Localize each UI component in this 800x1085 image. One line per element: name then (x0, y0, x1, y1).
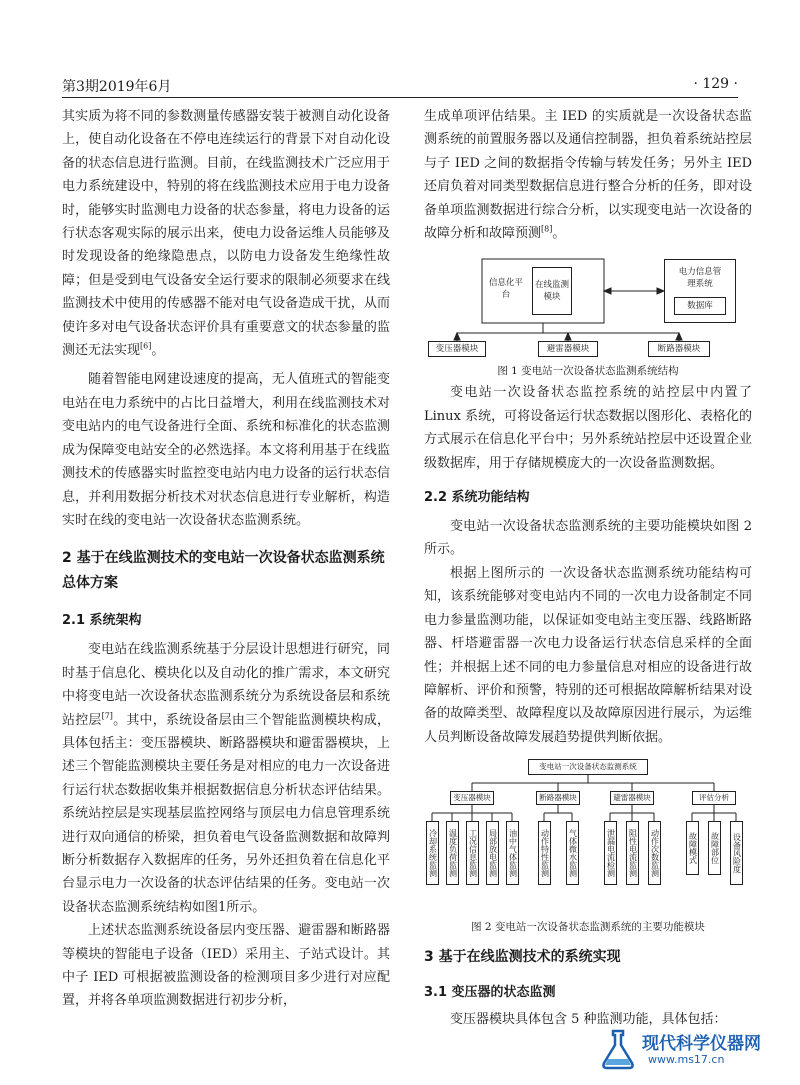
fig2-leaf-box: 动作特性监测 (538, 821, 551, 885)
fig2-leaf-box: 故障部位 (708, 821, 721, 875)
fig2-leaf-box: 泄漏电流检测 (604, 821, 617, 885)
paragraph: 生成单项评估结果。主 IED 的实质就是一次设备状态监测系统的前置服务器以及通信控制器，担负着系统站控层与子 IED 之间的数据指令传输与转发任务；另外主 IED 还肩负着对同类型数据信息进行整合分析的任务，即对设备单项监测数据进行综合分析，以实现变电站一次设备的故障分析和故障预测[8]。 (424, 109, 752, 242)
section-heading: 3 基于在线监测技术的系统实现 (424, 949, 621, 966)
flask-logo-icon (596, 1027, 640, 1071)
paragraph: 变压器模块具体包含 5 种监测功能，具体包括： (450, 1012, 727, 1028)
section-heading: 2 基于在线监测技术的变电站一次设备状态监测系统总体方案 (62, 550, 385, 592)
monitor-module-box: 在线监测模块 (532, 267, 572, 315)
fig2-leaf-box: 故障模式 (686, 821, 699, 875)
figure-2-caption: 图 2 变电站一次设备状态监测系统的主要功能模块 (471, 921, 705, 934)
issue-date: 第3期2019年6月 (62, 79, 172, 95)
fig2-leaf-box: 设备风险度 (730, 821, 743, 885)
paragraph: 变电站一次设备状态监控系统的站控层中内置了 Linux 系统，可将设备运行状态数据以图形化、表格化的方式展示在信息化平台中；另外系统站控层中还设置企业级数据库，用于存储规模庞大的一次设备监测数据。 (424, 385, 752, 471)
figure-2-diagram (424, 755, 752, 915)
page-number: · 129 · (693, 76, 738, 92)
left-column (62, 105, 390, 1013)
fig2-group-box: 评估分析 (692, 791, 736, 805)
platform-label: 信息化平台 (488, 278, 523, 301)
paragraph: 变电站在线监测系统基于分层设计思想进行研究，同时基于信息化、模块化以及自动化的推广需求，本文研究中将变电站一次设备状态监测系统分为系统设备层和系统站控层[7]。其中，系统设备层由三个智能监测模块构成，具体包括主：变压器模块、断路器模块和避雷器模块，上述三个智能监测模块主要任务是对相应的电力一次设备进行运行状态数据收集并根据数据信息分析状态评估结果。系统站控层是实现基层监控网络与顶层电力信息管理系统进行双向通信的桥梁，担负着电气设备监测数据和故障判断分析数据存入数据库的任务，另外还担负着在信息化平台显示电力一次设备的状态评估结果的任务。变电站一次设备状态监测系统结构如图1所示。 (62, 642, 390, 915)
citation: [7] (101, 711, 113, 721)
figure-1-diagram (424, 253, 752, 361)
site-watermark (596, 1027, 786, 1071)
watermark-url: www.ms17.cn (648, 1053, 725, 1066)
database-box: 数据库 (674, 297, 726, 315)
right-column (424, 105, 752, 1032)
subsection-heading: 2.2 系统功能结构 (424, 490, 530, 506)
fig2-leaf-box: 局部放电监测 (486, 821, 499, 885)
header-rule (62, 97, 738, 98)
paragraph: 变电站一次设备状态监测系统的主要功能模块如图 2 所示。 (424, 519, 752, 558)
paragraph: 随着智能电网建设速度的提高，无人值班式的智能变电站在电力系统中的占比日益增大，利用在线监测技术对变电站内的电气设备进行全面、系统和标准化的状态监测成为保障变电站安全的必然选择。本文将利用基于在线监测技术的传感器实时监控变电站内电力设备的运行状态信息，并利用数据分析技术对状态信息进行专业解析，构造实时在线的变电站一次设备状态监测系统。 (62, 372, 390, 528)
citation: [6] (140, 341, 152, 351)
running-header (62, 76, 738, 96)
transformer-module-box: 变压器模块 (428, 341, 486, 357)
fig2-leaf-box: 气体微水监测 (566, 821, 579, 885)
fig2-group-box: 断路器模块 (536, 791, 580, 805)
fig2-leaf-box: 温度负荷监测 (446, 821, 459, 885)
arrester-module-box: 避雷器模块 (538, 341, 598, 357)
fig2-group-box: 变压器模块 (450, 791, 494, 805)
citation: [8] (541, 224, 553, 234)
paragraph: 上述状态监测系统设备层内变压器、避雷器和断路器等模块的智能电子设备（IED）采用主、子站式设计。其中子 IED 可根据被监测设备的检测项目多少进行对应配置，并将各单项监测数据进行初步分析， (62, 923, 390, 1009)
paragraph: 根据上图所示的 一次设备状态监测系统功能结构可知，该系统能够对变电站内不同的一次电力设备制定不同电力参量监测功能，以保证如变电站主变压器、线路断路器、杆塔避雷器一次电力设备运行状态信息采样的全面性；并根据上述不同的电力参量信息对相应的设备进行故障解析、评价和预警，特别的还可根据故障解析结果对设备的故障类型、故障程度以及故障原因进行展示，为运维人员判断设备故障发展趋势提供判断依据。 (424, 565, 752, 745)
fig2-leaf-box: 动作次数监测 (648, 821, 661, 885)
fig2-leaf-box: 油中气体监测 (506, 821, 519, 885)
fig2-root-box: 变电站一次设备状态监测系统 (528, 759, 648, 775)
paragraph: 其实质为将不同的参数测量传感器安装于被测自动化设备上，使自动化设备在不停电连续运行的背景下对自动化设备的状态信息进行监测。目前，在线监测技术广泛应用于电力系统建设中，特别的将在线监测技术应用于电力设备时，能够实时监测电力设备的状态参量，将电力设备的运行状态客观实际的展示出来，使电力设备运维人员能够及时发现设备的绝缘隐患点，以防电力设备发生绝缘性故障；但是受到电气设备安全运行要求的限制必须要求在线监测技术中使用的传感器不能对电气设备造成干扰，从而使许多对电气设备状态评价具有重要意文的状态参量的监测还无法实现[6]。 (62, 109, 390, 359)
figure-1-caption: 图 1 变电站一次设备状态监测系统结构 (497, 365, 679, 378)
subsection-heading: 3.1 变压器的状态监测 (424, 985, 556, 1001)
fig2-leaf-box: 阻性电流监测 (626, 821, 639, 885)
subsection-heading: 2.1 系统架构 (62, 613, 142, 629)
fig2-leaf-box: 冷却系统监测 (426, 821, 439, 885)
fig2-leaf-box: 工况信息监测 (466, 821, 479, 885)
breaker-module-box: 断路器模块 (648, 341, 710, 357)
fig2-group-box: 避雷器模块 (610, 791, 654, 805)
power-info-system-label: 电力信息管理系统 (678, 267, 722, 290)
watermark-title: 现代科学仪器网 (642, 1034, 761, 1054)
